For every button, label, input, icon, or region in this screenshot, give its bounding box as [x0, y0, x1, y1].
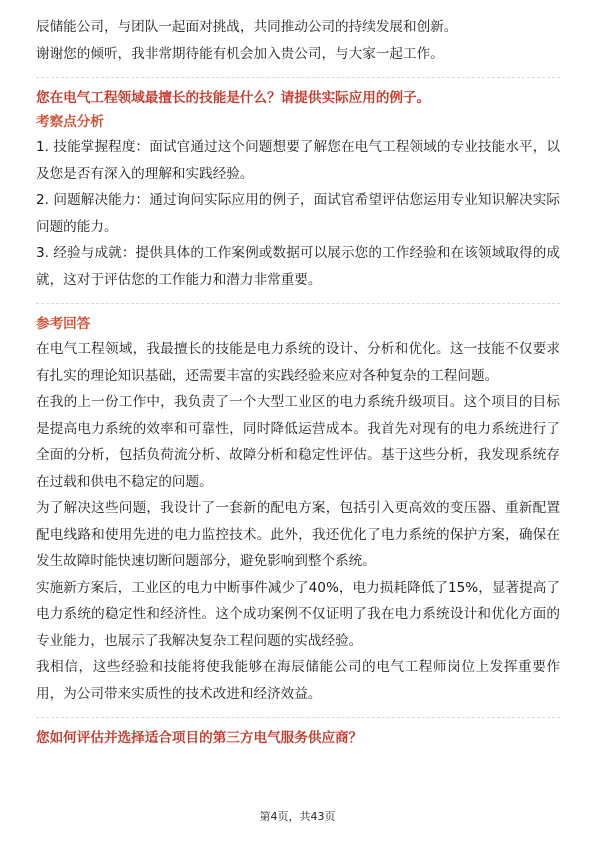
page-content	[36, 14, 560, 750]
analysis-heading: 考察点分析	[36, 114, 104, 130]
intro-paragraph: 谢谢您的倾听，我非常期待能有机会加入贵公司，与大家一起工作。	[36, 45, 444, 62]
analysis-item: 1. 技能掌握程度：面试官通过这个问题想要了解您在电气工程领域的专业技能水平，以及您是否有深入的理解和实践经验。	[36, 139, 560, 182]
section-divider	[36, 77, 560, 78]
answer-paragraph: 为了解决这些问题，我设计了一套新的配电方案，包括引入更高效的变压器、重新配置配电线路和使用先进的电力监控技术。此外，我还优化了电力系统的保护方案，确保在发生故障时能快速切断问题部分，避免影响到整个系统。	[36, 500, 560, 569]
question-title: 您如何评估并选择适合项目的第三方电气服务供应商？	[36, 730, 363, 746]
answer-paragraph: 在电气工程领域，我最擅长的技能是电力系统的设计、分析和优化。这一技能不仅要求有扎实的理论知识基础，还需要丰富的实践经验来应对各种复杂的工程问题。	[36, 341, 560, 384]
analysis-item: 3. 经验与成就：提供具体的工作案例或数据可以展示您的工作经验和在该领域取得的成就，这对于评估您的工作能力和潜力非常重要。	[36, 245, 560, 288]
analysis-item: 2. 问题解决能力：通过询问实际应用的例子，面试官希望评估您运用专业知识解决实际问题的能力。	[36, 192, 560, 235]
answer-paragraph: 在我的上一份工作中，我负责了一个大型工业区的电力系统升级项目。这个项目的目标是提高电力系统的效率和可靠性，同时降低运营成本。我首先对现有的电力系统进行了全面的分析，包括负荷流分析、故障分析和稳定性评估。基于这些分析，我发现系统存在过载和供电不稳定的问题。	[36, 394, 560, 490]
section-divider	[36, 717, 560, 718]
section-divider	[36, 303, 560, 304]
question-title: 您在电气工程领域最擅长的技能是什么？请提供实际应用的例子。	[36, 90, 431, 106]
answer-heading: 参考回答	[36, 316, 91, 332]
answer-paragraph: 实施新方案后，工业区的电力中断事件减少了40%，电力损耗降低了15%，显著提高了电力系统的稳定性和经济性。这个成功案例不仅证明了我在电力系统设计和优化方面的专业能力，也展示了我解决复杂工程问题的实战经验。	[36, 579, 560, 649]
intro-paragraph: 辰储能公司，与团队一起面对挑战，共同推动公司的持续发展和创新。	[36, 19, 458, 35]
page-number: 第4页，共43页	[259, 810, 336, 823]
answer-paragraph: 我相信，这些经验和技能将使我能够在海辰储能公司的电气工程师岗位上发挥重要作用，为公司带来实质性的技术改进和经济效益。	[36, 659, 560, 702]
